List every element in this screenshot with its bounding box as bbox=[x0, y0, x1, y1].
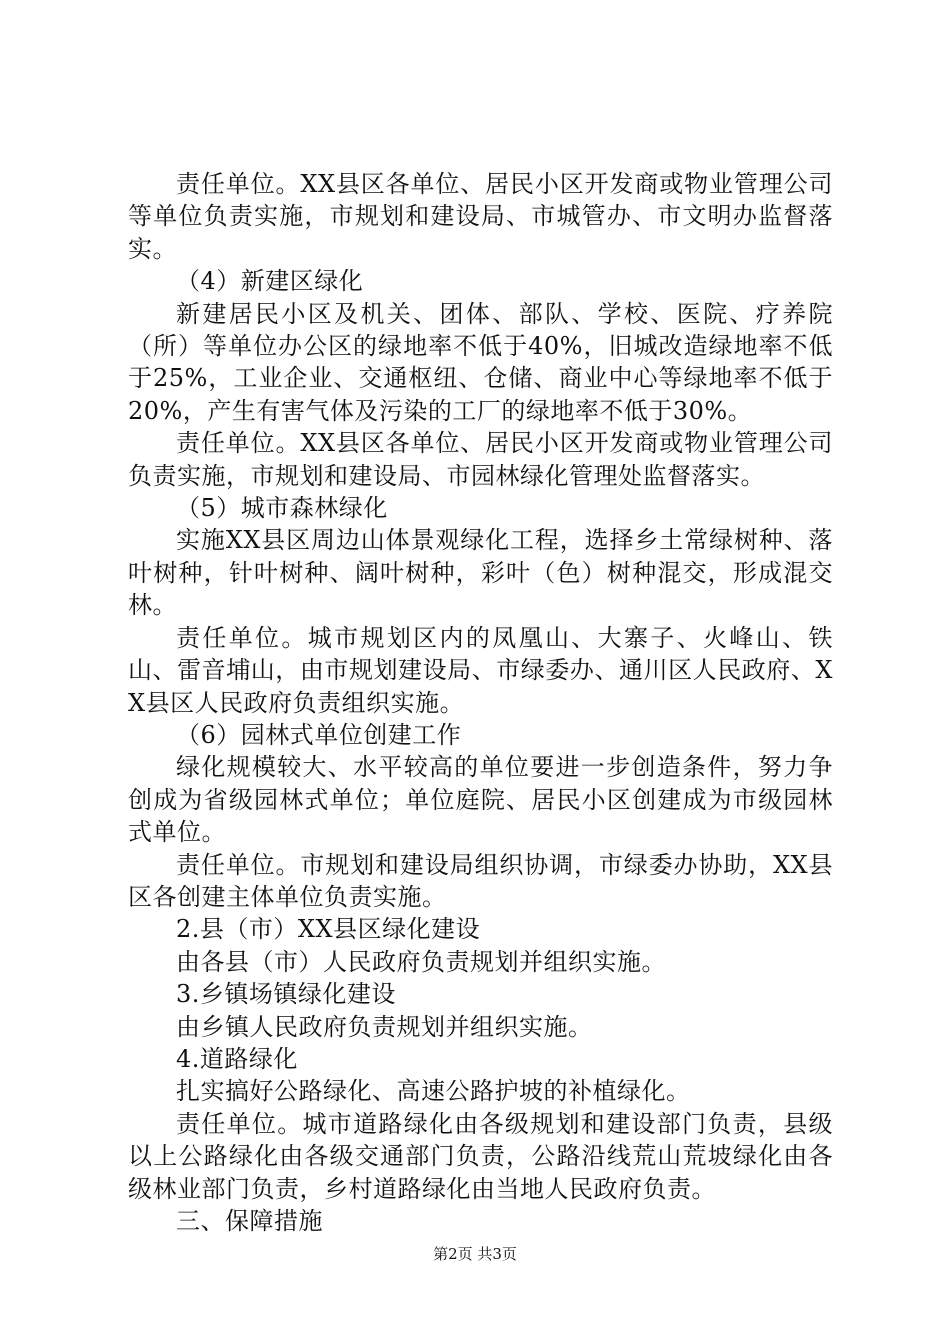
heading-new-area-greening: （4）新建区绿化 bbox=[176, 267, 364, 296]
paragraph-road-greening: 扎实搞好公路绿化、高速公路护坡的补植绿化。 bbox=[176, 1077, 691, 1106]
heading-township-greening: 3.乡镇场镇绿化建设 bbox=[176, 980, 396, 1009]
paragraph-county-greening: 由各县（市）人民政府负责规划并组织实施。 bbox=[176, 947, 666, 976]
paragraph-mountain-landscape: 实施XX县区周边山体景观绿化工程，选择乡土常绿树种、落叶树种，针叶树种、阔叶树种，彩叶（色）树种混交，形成混交林。 bbox=[128, 526, 833, 620]
paragraph-garden-unit: 绿化规模较大、水平较高的单位要进一步创造条件，努力争创成为省级园林式单位；单位庭院、居民小区创建成为市级园林式单位。 bbox=[128, 753, 833, 847]
document-body bbox=[128, 168, 833, 1237]
paragraph-responsible-units-4: 责任单位。市规划和建设局组织协调，市绿委办协助，XX县区各创建主体单位负责实施。 bbox=[128, 850, 833, 911]
paragraph-green-rate: 新建居民小区及机关、团体、部队、学校、医院、疗养院（所）等单位办公区的绿地率不低于40%，旧城改造绿地率不低于25%，工业企业、交通枢纽、仓储、商业中心等绿地率不低于20%，产生有害气体及污染的工厂的绿地率不低于30%。 bbox=[128, 299, 833, 425]
paragraph-responsible-units-3: 责任单位。城市规划区内的凤凰山、大寨子、火峰山、铁山、雷音埔山，由市规划建设局、市绿委办、通川区人民政府、XX县区人民政府负责组织实施。 bbox=[128, 623, 833, 717]
heading-county-greening: 2.县（市）XX县区绿化建设 bbox=[176, 915, 481, 944]
heading-safeguard-measures: 三、保障措施 bbox=[176, 1207, 323, 1235]
heading-garden-unit-creation: （6）园林式单位创建工作 bbox=[176, 720, 462, 749]
heading-road-greening: 4.道路绿化 bbox=[176, 1044, 298, 1073]
paragraph-township-greening: 由乡镇人民政府负责规划并组织实施。 bbox=[176, 1012, 593, 1041]
paragraph-responsible-units-2: 责任单位。XX县区各单位、居民小区开发商或物业管理公司负责实施，市规划和建设局、市园林绿化管理处监督落实。 bbox=[128, 429, 833, 490]
heading-urban-forest-greening: （5）城市森林绿化 bbox=[176, 494, 388, 523]
paragraph-responsible-units-1: 责任单位。XX县区各单位、居民小区开发商或物业管理公司等单位负责实施，市规划和建设局、市城管办、市文明办监督落实。 bbox=[128, 170, 833, 263]
paragraph-responsible-units-5: 责任单位。城市道路绿化由各级规划和建设部门负责，县级以上公路绿化由各级交通部门负责，公路沿线荒山荒坡绿化由各级林业部门负责，乡村道路绿化由当地人民政府负责。 bbox=[128, 1109, 833, 1203]
page-footer: 第2页 共3页 bbox=[433, 1245, 517, 1263]
